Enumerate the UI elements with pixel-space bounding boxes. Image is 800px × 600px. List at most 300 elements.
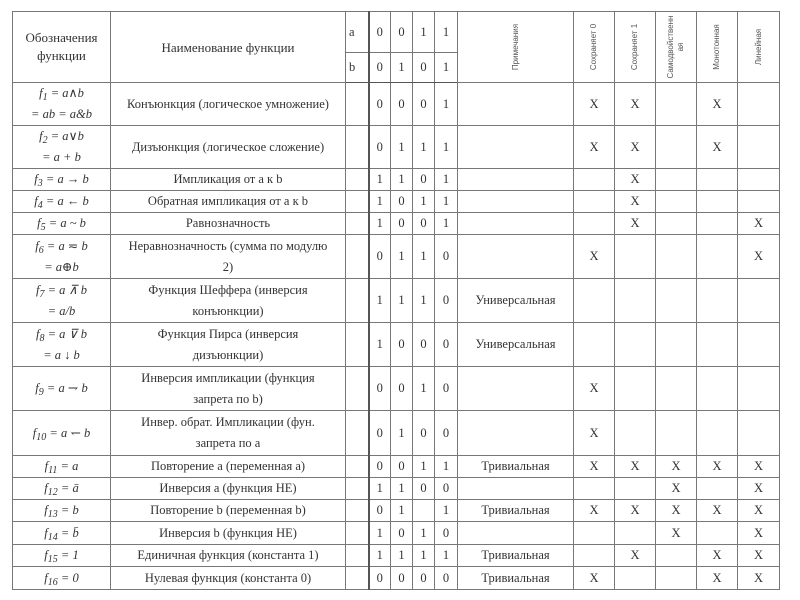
property-mark: X (738, 456, 780, 478)
truth-value: 0 (369, 567, 391, 590)
truth-value: 0 (369, 500, 391, 522)
property-mark (656, 367, 697, 411)
function-formula-alt: = a/b (47, 303, 76, 318)
header-a-value: 1 (413, 12, 435, 53)
function-name-text: Конъюнкция (логическое умножение) (127, 96, 329, 111)
truth-value: 1 (435, 213, 458, 235)
truth-value: 1 (391, 169, 413, 191)
function-formula: = a ⊼ b (47, 282, 88, 297)
property-mark: X (656, 456, 697, 478)
property-mark (697, 478, 738, 500)
truth-value: 1 (391, 478, 413, 500)
property-mark (738, 279, 780, 323)
property-mark (574, 279, 615, 323)
function-note (458, 83, 574, 126)
property-mark: X (574, 456, 615, 478)
truth-value: 0 (435, 478, 458, 500)
header-prop-text: Самодвойственная (666, 15, 685, 79)
function-formula-alt: = ab = a&b (31, 107, 92, 121)
truth-value: 0 (435, 235, 458, 279)
var-spacer (346, 83, 369, 126)
function-name (111, 478, 346, 500)
function-formula-alt: = a⊕b (44, 259, 79, 274)
truth-value: 0 (391, 522, 413, 545)
function-designation (13, 545, 111, 567)
header-b-value: 0 (413, 53, 435, 83)
function-formula: = a ↽ b (49, 425, 91, 440)
property-mark (615, 235, 656, 279)
function-name-text: Обратная импликация от a к b (147, 194, 309, 208)
truth-value: 0 (435, 367, 458, 411)
function-name (111, 545, 346, 567)
header-b-value: 0 (369, 53, 391, 83)
property-mark: X (656, 522, 697, 545)
function-name-text: Функция Шеффера (инверсия конъюнкции) (148, 282, 308, 318)
header-prop-preserves-1 (615, 12, 656, 83)
truth-value: 1 (369, 191, 391, 213)
truth-value: 0 (435, 522, 458, 545)
property-mark (615, 522, 656, 545)
truth-value: 0 (435, 279, 458, 323)
function-formula-alt: = a + b (42, 150, 81, 164)
header-prop-text: Сохраняет 1 (630, 23, 639, 71)
table-body (13, 83, 780, 590)
table-row (13, 213, 780, 235)
truth-value: 0 (413, 323, 435, 367)
function-designation (13, 235, 111, 279)
function-formula: = a ≂ b (46, 238, 88, 253)
function-index: 14 (47, 531, 58, 543)
table-row (13, 456, 780, 478)
property-mark: X (615, 500, 656, 522)
property-mark (656, 545, 697, 567)
function-name (111, 456, 346, 478)
table-row (13, 522, 780, 545)
table-row (13, 500, 780, 522)
property-mark (656, 567, 697, 590)
truth-value: 1 (369, 323, 391, 367)
property-mark (738, 191, 780, 213)
header-name-text: Наименование функции (161, 39, 295, 55)
truth-value: 1 (391, 126, 413, 169)
function-name-text: Инверсия импликации (функция запрета по b) (141, 370, 315, 406)
function-index: 1 (42, 92, 48, 103)
truth-value: 0 (413, 567, 435, 590)
function-designation (13, 169, 111, 191)
function-designation (13, 411, 111, 456)
property-mark: X (615, 126, 656, 169)
function-designation (13, 522, 111, 545)
function-formula: = b (60, 503, 79, 517)
header-designation-text: Обозначения функции (25, 30, 98, 63)
function-index: 5 (40, 222, 46, 233)
var-spacer (346, 545, 369, 567)
function-name (111, 323, 346, 367)
property-mark (615, 367, 656, 411)
property-mark: X (615, 545, 656, 567)
function-symbol: f (35, 238, 39, 253)
function-symbol: f (44, 481, 48, 495)
property-mark (697, 323, 738, 367)
function-symbol: f (39, 86, 43, 100)
function-formula: = a ⊽ b (47, 326, 88, 341)
property-mark: X (697, 545, 738, 567)
truth-value: 1 (391, 545, 413, 567)
property-mark: X (574, 500, 615, 522)
function-symbol: f (35, 282, 40, 297)
header-prop-self-dual (656, 12, 697, 83)
property-mark (615, 478, 656, 500)
var-spacer (346, 126, 369, 169)
truth-value: 0 (435, 323, 458, 367)
function-index: 2 (42, 135, 48, 146)
truth-value: 1 (369, 169, 391, 191)
function-designation (13, 478, 111, 500)
property-mark: X (697, 500, 738, 522)
function-name (111, 83, 346, 126)
property-mark (656, 279, 697, 323)
header-notes-text: Примечания (510, 23, 520, 71)
var-spacer (346, 367, 369, 411)
property-mark (656, 213, 697, 235)
property-mark: X (738, 235, 780, 279)
property-mark: X (738, 567, 780, 590)
property-mark (656, 126, 697, 169)
truth-value: 0 (369, 456, 391, 478)
property-mark: X (738, 478, 780, 500)
function-note (458, 235, 574, 279)
function-formula: = a (60, 459, 79, 473)
truth-value: 1 (435, 191, 458, 213)
function-note (458, 213, 574, 235)
property-mark: X (738, 545, 780, 567)
property-mark (615, 567, 656, 590)
function-symbol: f (44, 459, 49, 473)
truth-value: 1 (369, 279, 391, 323)
property-mark (697, 279, 738, 323)
function-formula: = a∧b (50, 86, 84, 100)
function-designation (13, 367, 111, 411)
header-name (111, 12, 346, 83)
function-name-text: Дизъюнкция (логическое сложение) (131, 139, 325, 154)
function-symbol: f (34, 194, 38, 208)
table-row (13, 83, 780, 126)
function-formula-alt: = a ↓ b (43, 347, 80, 362)
property-mark (738, 169, 780, 191)
truth-value: 0 (369, 367, 391, 411)
property-mark (656, 169, 697, 191)
function-symbol: f (44, 525, 48, 540)
function-name (111, 169, 346, 191)
table-row (13, 126, 780, 169)
function-name (111, 213, 346, 235)
function-symbol: f (34, 172, 38, 186)
truth-value: 1 (369, 478, 391, 500)
header-a-value: 0 (369, 12, 391, 53)
table-row (13, 567, 780, 590)
truth-value: 1 (391, 411, 413, 456)
truth-value: 0 (391, 456, 413, 478)
function-note: Универсальная (458, 279, 574, 323)
truth-value: 1 (413, 279, 435, 323)
truth-value: 1 (413, 126, 435, 169)
function-designation (13, 567, 111, 590)
header-prop-linear (738, 12, 780, 83)
header-notes (458, 12, 574, 83)
function-name (111, 191, 346, 213)
property-mark: X (615, 456, 656, 478)
truth-value: 1 (413, 545, 435, 567)
function-index: 16 (47, 576, 58, 588)
truth-value: 0 (391, 213, 413, 235)
truth-value: 1 (413, 367, 435, 411)
function-index: 13 (47, 509, 58, 520)
property-mark (574, 169, 615, 191)
function-name-text: Повторение a (переменная a) (150, 459, 306, 473)
table-row (13, 411, 780, 456)
function-name (111, 567, 346, 590)
function-formula: = 0 (60, 570, 79, 585)
var-spacer (346, 500, 369, 522)
function-index: 8 (39, 332, 45, 344)
table-row (13, 191, 780, 213)
property-mark: X (574, 367, 615, 411)
boolean-functions-table (12, 11, 780, 590)
table-row (13, 478, 780, 500)
header-b-value: 1 (391, 53, 413, 83)
property-mark (656, 83, 697, 126)
property-mark (615, 411, 656, 456)
function-symbol: f (39, 129, 43, 143)
table-row (13, 279, 780, 323)
property-mark: X (697, 126, 738, 169)
function-name-text: Инверсия a (функция НЕ) (159, 481, 297, 495)
truth-value: 0 (391, 83, 413, 126)
function-formula: = a ← b (45, 194, 89, 208)
truth-value: 0 (391, 191, 413, 213)
function-name (111, 235, 346, 279)
function-note: Тривиальная (458, 500, 574, 522)
function-index: 7 (39, 288, 45, 300)
truth-value: 1 (369, 522, 391, 545)
function-name (111, 522, 346, 545)
truth-value: 1 (391, 235, 413, 279)
function-index: 10 (36, 431, 47, 443)
function-designation (13, 456, 111, 478)
var-spacer (346, 567, 369, 590)
truth-value: 1 (369, 545, 391, 567)
truth-value: 1 (413, 191, 435, 213)
property-mark: X (738, 500, 780, 522)
function-note (458, 169, 574, 191)
property-mark (615, 279, 656, 323)
function-name (111, 500, 346, 522)
table-row (13, 545, 780, 567)
function-name-text: Повторение b (переменная b) (150, 503, 306, 517)
function-formula: = a → b (45, 172, 89, 186)
function-formula: = ā (60, 481, 79, 495)
table-row (13, 169, 780, 191)
property-mark (738, 83, 780, 126)
function-formula: = b̄ (60, 525, 79, 540)
property-mark: X (738, 522, 780, 545)
function-name (111, 126, 346, 169)
truth-value: 1 (391, 500, 413, 522)
function-designation (13, 191, 111, 213)
truth-value: 1 (435, 83, 458, 126)
function-designation (13, 213, 111, 235)
truth-value: 0 (435, 567, 458, 590)
property-mark: X (574, 126, 615, 169)
function-symbol: f (32, 425, 37, 440)
truth-value: 1 (413, 456, 435, 478)
function-name-text: Инверсия b (функция НЕ) (159, 525, 297, 540)
function-name (111, 367, 346, 411)
truth-value: 1 (435, 456, 458, 478)
property-mark (697, 191, 738, 213)
property-mark: X (615, 213, 656, 235)
function-name-text: Импликация от a к b (173, 172, 283, 186)
property-mark (574, 191, 615, 213)
truth-value: 0 (413, 411, 435, 456)
truth-value: 0 (369, 126, 391, 169)
var-spacer (346, 235, 369, 279)
property-mark: X (574, 235, 615, 279)
truth-value: 0 (391, 367, 413, 411)
truth-value: 0 (391, 567, 413, 590)
header-prop-text: Монотонная (712, 24, 721, 70)
property-mark: X (574, 411, 615, 456)
function-formula: = a ⇁ b (46, 381, 88, 395)
function-index: 15 (47, 554, 58, 565)
function-index: 6 (38, 244, 44, 256)
property-mark (738, 411, 780, 456)
header-prop-text: Линейная (753, 28, 763, 66)
function-symbol: f (44, 548, 48, 562)
truth-value: 0 (413, 478, 435, 500)
property-mark: X (738, 213, 780, 235)
truth-value: 0 (413, 83, 435, 126)
function-formula: = a ~ b (48, 216, 86, 230)
function-note (458, 191, 574, 213)
property-mark (574, 323, 615, 367)
function-name-text: Функция Пирса (инверсия дизъюнкции) (157, 326, 299, 362)
var-spacer (346, 191, 369, 213)
property-mark (738, 126, 780, 169)
function-index: 4 (37, 200, 43, 211)
function-designation (13, 279, 111, 323)
truth-value: 0 (413, 169, 435, 191)
truth-value: 0 (413, 213, 435, 235)
function-formula: = a∨b (50, 129, 84, 143)
property-mark (574, 213, 615, 235)
property-mark: X (574, 83, 615, 126)
var-spacer (346, 323, 369, 367)
truth-value: 1 (435, 126, 458, 169)
property-mark (656, 323, 697, 367)
property-mark: X (656, 500, 697, 522)
var-spacer (346, 411, 369, 456)
function-note (458, 522, 574, 545)
var-spacer (346, 169, 369, 191)
var-spacer (346, 522, 369, 545)
truth-value: 1 (435, 169, 458, 191)
function-name-text: Единичная функция (константа 1) (137, 548, 319, 562)
function-symbol: f (35, 326, 40, 341)
truth-value: 1 (435, 545, 458, 567)
property-mark (697, 522, 738, 545)
function-symbol: f (44, 570, 48, 585)
header-prop-text: Сохраняет 0 (589, 23, 598, 71)
function-index: 9 (38, 387, 44, 398)
table-row (13, 367, 780, 411)
truth-value: 0 (369, 411, 391, 456)
table-row (13, 235, 780, 279)
function-note (458, 478, 574, 500)
property-mark (656, 235, 697, 279)
property-mark: X (697, 567, 738, 590)
function-designation (13, 126, 111, 169)
property-mark (697, 213, 738, 235)
property-mark (656, 191, 697, 213)
property-mark: X (615, 83, 656, 126)
function-name-text: Неравнозначность (сумма по модулю 2) (128, 238, 328, 274)
var-spacer (346, 456, 369, 478)
function-index: 11 (48, 465, 58, 476)
truth-value: 0 (369, 235, 391, 279)
function-name (111, 411, 346, 456)
header-var-a: a (346, 12, 369, 53)
function-formula: = 1 (60, 548, 79, 562)
var-spacer (346, 279, 369, 323)
function-designation (13, 500, 111, 522)
header-var-b: b (346, 53, 369, 83)
function-name (111, 279, 346, 323)
header-a-value: 1 (435, 12, 458, 53)
property-mark (615, 323, 656, 367)
function-note (458, 126, 574, 169)
function-designation (13, 83, 111, 126)
property-mark: X (574, 567, 615, 590)
header-prop-monotone (697, 12, 738, 83)
function-note: Универсальная (458, 323, 574, 367)
table-row (13, 323, 780, 367)
function-note: Тривиальная (458, 567, 574, 590)
property-mark (697, 411, 738, 456)
property-mark: X (656, 478, 697, 500)
function-name-text: Инвер. обрат. Импликации (фун. запрета по a (141, 415, 315, 450)
property-mark (574, 478, 615, 500)
property-mark (697, 169, 738, 191)
header-prop-preserves-0 (574, 12, 615, 83)
header-a-value: 0 (391, 12, 413, 53)
property-mark (697, 367, 738, 411)
function-symbol: f (44, 503, 48, 517)
property-mark (574, 545, 615, 567)
property-mark: X (615, 191, 656, 213)
var-spacer (346, 213, 369, 235)
truth-value: 1 (435, 500, 458, 522)
property-mark: X (697, 83, 738, 126)
property-mark (738, 367, 780, 411)
truth-value: 1 (413, 235, 435, 279)
property-mark: X (615, 169, 656, 191)
truth-value: 1 (369, 213, 391, 235)
property-mark (697, 235, 738, 279)
function-symbol: f (37, 216, 41, 230)
truth-value: 0 (435, 411, 458, 456)
property-mark: X (697, 456, 738, 478)
